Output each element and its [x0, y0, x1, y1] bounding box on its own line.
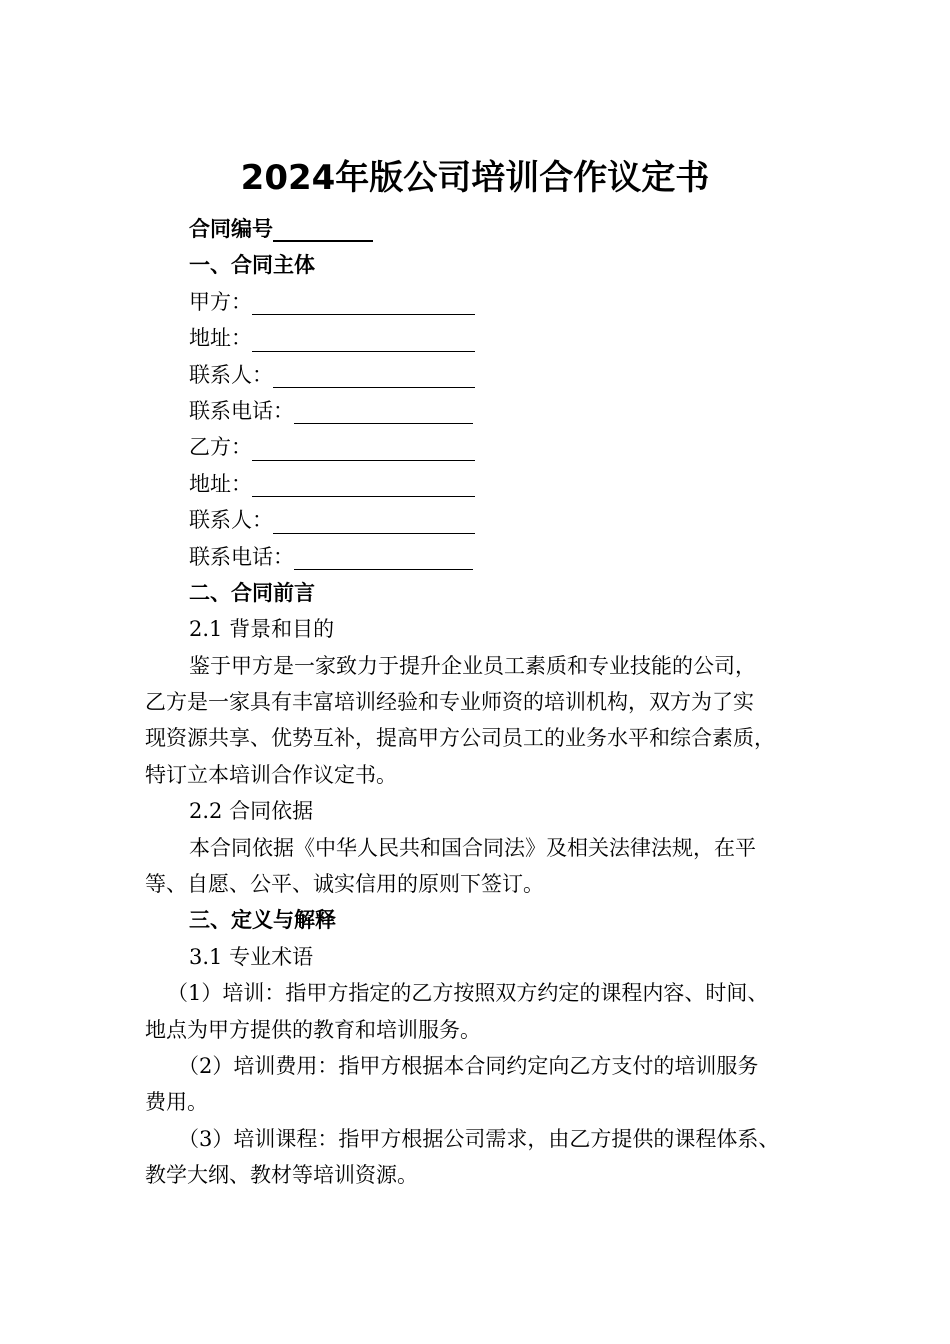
party-a-blank [252, 292, 475, 315]
party-a-phone-label: 联系电话： [189, 398, 294, 423]
party-a-contact-label: 联系人： [189, 362, 273, 387]
party-a-address-line [145, 320, 815, 356]
subsection-basis: 2.2 合同依据 [189, 799, 314, 824]
definition-item-line: （1）培训：指甲方指定的乙方按照双方约定的课程内容、时间、 [167, 981, 769, 1006]
contract-number-label: 合同编号 [189, 216, 273, 241]
party-a-address-label: 地址： [189, 326, 252, 351]
party-a-label: 甲方： [189, 289, 252, 314]
party-a-phone-blank [294, 401, 473, 424]
party-b-contact-line [145, 502, 815, 538]
party-b-line [145, 429, 815, 465]
party-a-contact-blank [273, 365, 475, 388]
section-heading-parties: 一、合同主体 [189, 253, 315, 278]
paragraph-line: 乙方是一家具有丰富培训经验和专业师资的培训机构，双方为了实 [145, 690, 754, 715]
definition-item-line: （2）培训费用：指甲方根据本合同约定向乙方支付的培训服务 [178, 1053, 759, 1078]
section-heading-definitions: 三、定义与解释 [189, 908, 336, 933]
paragraph-line: 现资源共享、优势互补，提高甲方公司员工的业务水平和综合素质， [145, 726, 775, 751]
party-a-address-blank [252, 329, 475, 352]
subsection-terms: 3.1 专业术语 [189, 944, 314, 969]
contract-number-blank [273, 218, 373, 242]
party-b-blank [252, 438, 475, 461]
party-b-phone-line [145, 539, 815, 575]
document-body [145, 211, 815, 1194]
paragraph-line: 鉴于甲方是一家致力于提升企业员工素质和专业技能的公司， [189, 653, 756, 678]
paragraph-line: 本合同依据《中华人民共和国合同法》及相关法律法规，在平 [189, 835, 756, 860]
party-a-line [145, 284, 815, 320]
party-a-contact-line [145, 357, 815, 393]
party-b-phone-label: 联系电话： [189, 544, 294, 569]
contract-number-line [145, 211, 815, 247]
party-b-phone-blank [294, 547, 473, 570]
subsection-background: 2.1 背景和目的 [189, 617, 335, 642]
paragraph-line: 特订立本培训合作议定书。 [145, 762, 397, 787]
definition-item-line: 费用。 [145, 1090, 208, 1115]
party-b-contact-label: 联系人： [189, 508, 273, 533]
document-title: 2024年版公司培训合作议定书 [240, 158, 710, 198]
definition-item-line: （3）培训课程：指甲方根据公司需求，由乙方提供的课程体系、 [178, 1126, 780, 1151]
party-b-address-blank [252, 474, 475, 497]
section-heading-preamble: 二、合同前言 [189, 580, 315, 605]
definition-item-line: 地点为甲方提供的教育和培训服务。 [145, 1017, 481, 1042]
party-b-contact-blank [273, 511, 475, 534]
party-b-address-label: 地址： [189, 471, 252, 496]
party-b-label: 乙方： [189, 435, 252, 460]
party-a-phone-line [145, 393, 815, 429]
definition-item-line: 教学大纲、教材等培训资源。 [145, 1163, 418, 1188]
paragraph-line: 等、自愿、公平、诚实信用的原则下签订。 [145, 872, 544, 897]
party-b-address-line [145, 466, 815, 502]
